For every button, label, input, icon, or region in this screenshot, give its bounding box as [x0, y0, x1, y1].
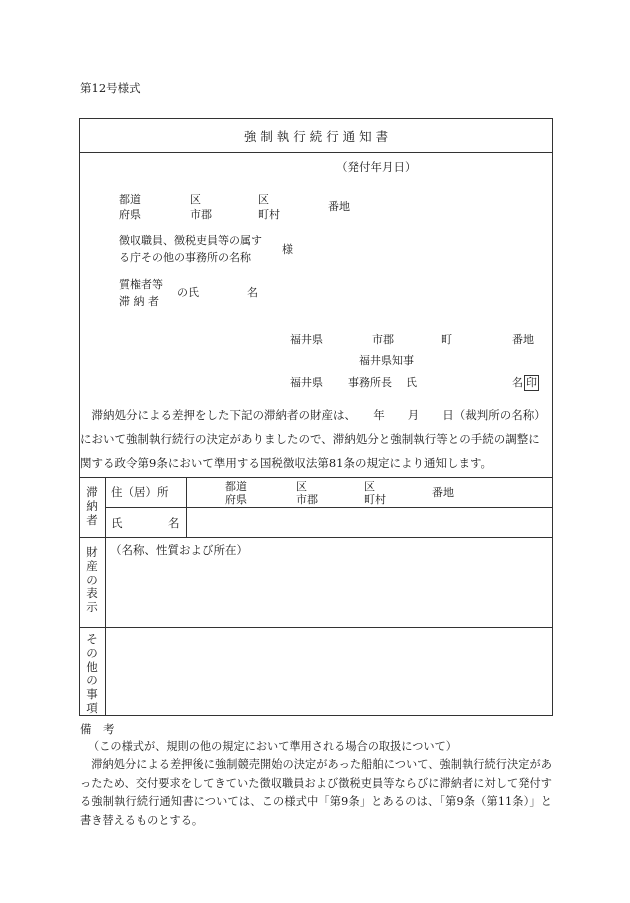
notes-subheading: （この様式が、規則の他の規定において準用される場合の取扱について） — [88, 740, 457, 753]
sender-banchi: 番地 — [512, 333, 534, 346]
ku-label-1: 区 — [190, 193, 201, 206]
debtor-label-line-2: 滞 納 者 — [119, 295, 159, 308]
table-ku-1: 区 — [296, 480, 307, 493]
table-ku-2: 区 — [364, 480, 375, 493]
sender-shigun: 市郡 — [372, 333, 394, 346]
recipient-office-line-2: る庁その他の事務所の名称 — [119, 251, 251, 264]
divider-title — [79, 152, 553, 153]
divider-property — [79, 537, 553, 538]
table-banchi: 番地 — [432, 486, 454, 499]
body-line-3: 関する政令第9条において準用する国税徴収法第81条の規定により通知します。 — [80, 456, 493, 470]
todofuken-label-2: 府県 — [119, 208, 141, 221]
sender-shi: 氏 — [406, 376, 417, 389]
debtor-no-shi-label: の氏 — [177, 286, 199, 299]
chouson-label: 町村 — [258, 208, 280, 221]
other-label: その他の事項 — [86, 632, 98, 715]
todofuken-label-1: 都道 — [119, 193, 141, 206]
divider-address-name — [105, 507, 553, 508]
divider-other — [79, 627, 553, 628]
debtor-label-line-1: 質権者等 — [119, 278, 163, 291]
body-paragraph — [80, 403, 552, 475]
table-todofuken-1: 都道 — [225, 480, 247, 493]
form-number: 第12号様式 — [80, 81, 141, 95]
sama-label: 様 — [282, 243, 293, 256]
table-chouson: 町村 — [364, 493, 386, 506]
shigun-label: 市郡 — [190, 208, 212, 221]
property-hint: （名称、性質および所在） — [110, 543, 248, 557]
sender-machi: 町 — [441, 333, 452, 346]
table-field-column — [186, 477, 187, 537]
notes-body: 滞納処分による差押後に強制競売開始の決定があった船舶について、強制執行続行決定があったため、交付要求をしてきていた徴収職員および徴税吏員等ならびに滞納者に対して発付する強制執行続行通知書については、この様式中「第9条」とあるのは、「第9条（第11条）」と書き替えるものとする。 — [80, 758, 552, 827]
table-label-column — [105, 477, 106, 716]
address-label: 住（居）所 — [111, 485, 169, 499]
notes-heading: 備 考 — [80, 722, 115, 736]
sender-pref: 福井県 — [290, 333, 323, 346]
name-label-a: 氏 — [111, 516, 123, 530]
banchi-label: 番地 — [328, 200, 350, 213]
sender-mei: 名 — [512, 376, 523, 389]
table-todofuken-2: 府県 — [225, 493, 247, 506]
property-label: 財産の表示 — [86, 545, 98, 615]
taino-label: 滞納者 — [86, 485, 98, 527]
sender-pref-2: 福井県 — [290, 376, 323, 389]
ku-label-2: 区 — [258, 193, 269, 206]
sender-governor: 福井県知事 — [359, 354, 414, 367]
body-line-1: 滞納処分による差押をした下記の滞納者の財産は、 年 月 日（裁判所の名称） — [91, 408, 546, 422]
seal-box: 印 — [526, 376, 537, 389]
divider-table-top — [79, 477, 553, 478]
name-label-b: 名 — [168, 516, 180, 530]
issue-date: （発付年月日） — [336, 160, 417, 174]
document-title: 強 制 執 行 続 行 通 知 書 — [243, 129, 389, 144]
body-line-2: において強制執行続行の決定がありましたので、滞納処分と強制執行等との手続の調整に — [80, 432, 540, 446]
sender-office-chief: 事務所長 — [348, 376, 392, 389]
table-shigun: 市郡 — [296, 493, 318, 506]
recipient-office-line-1: 徴収職員、徴税吏員等の属す — [119, 234, 262, 247]
debtor-mei-label: 名 — [247, 286, 258, 299]
